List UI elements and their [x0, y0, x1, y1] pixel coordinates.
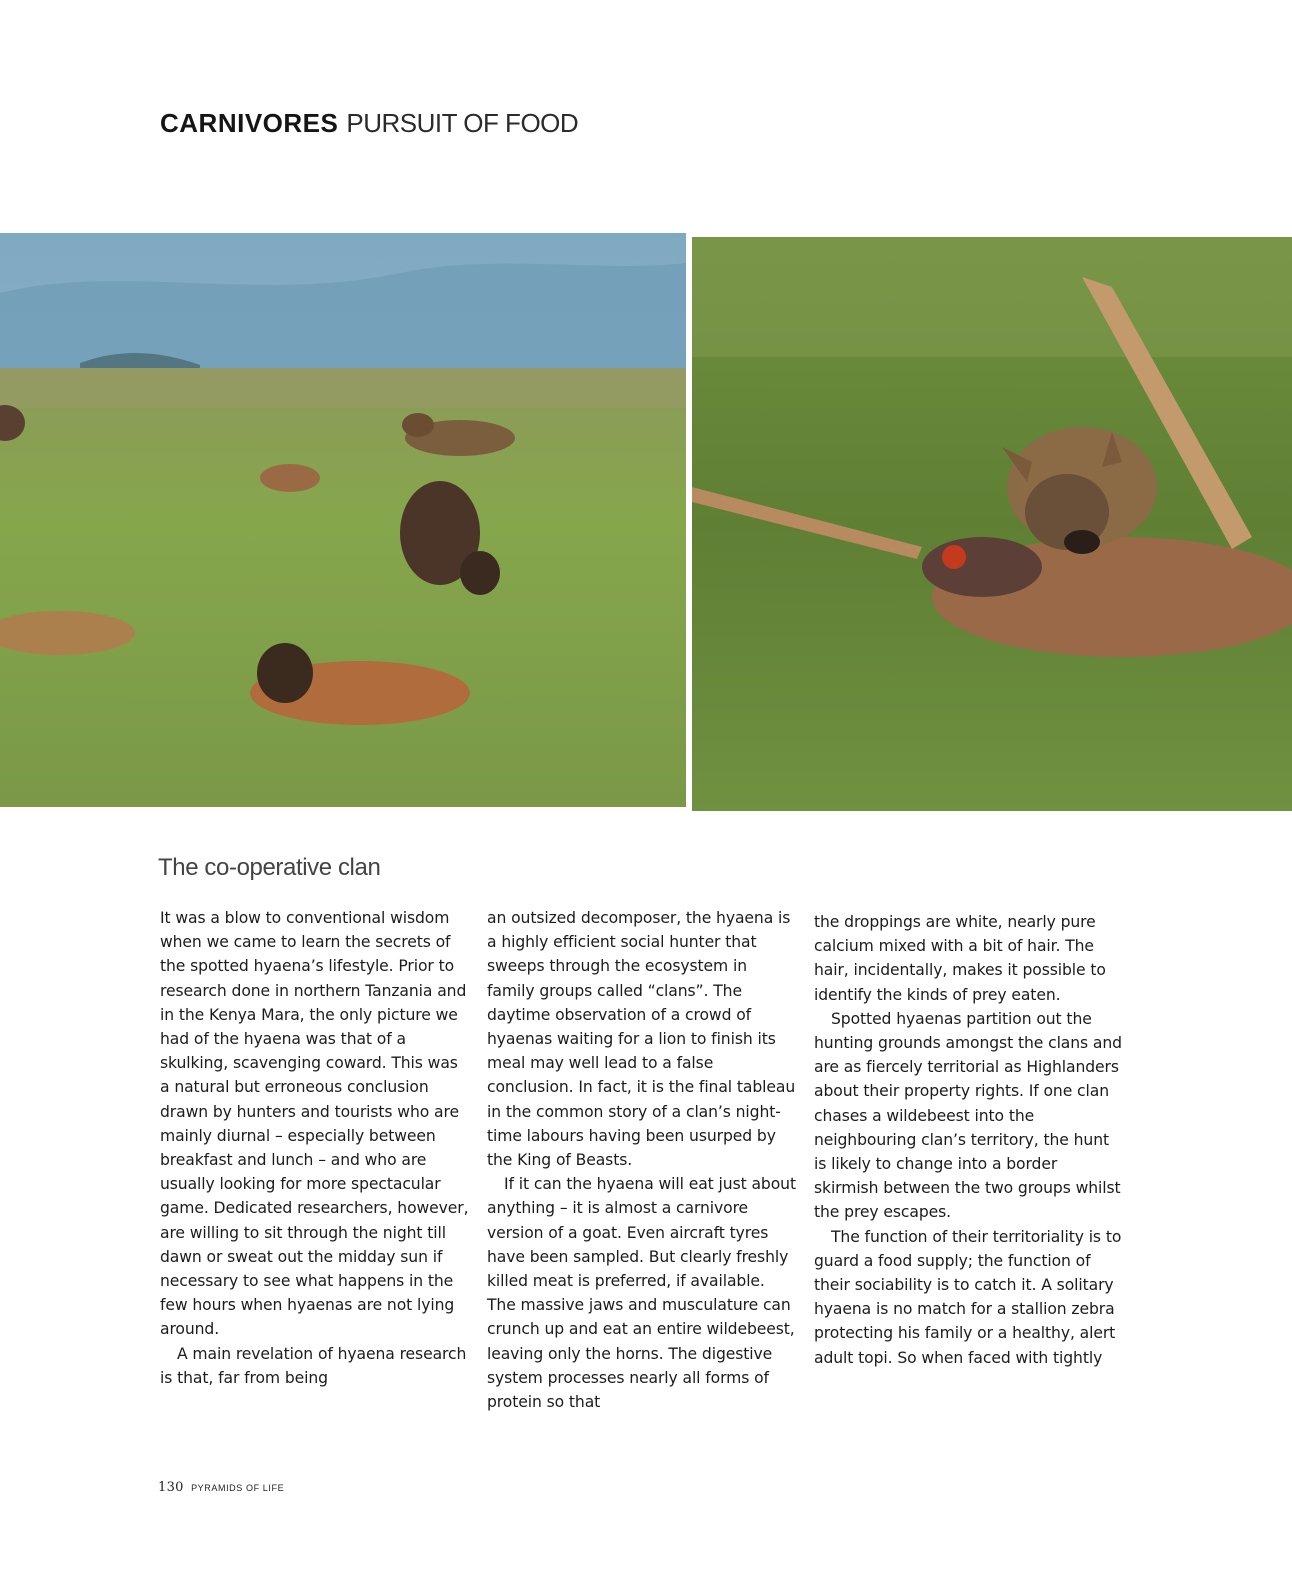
article-column-2	[487, 906, 797, 1414]
article-column-1	[160, 906, 470, 1390]
paragraph: It was a blow to conventional wisdom when we came to learn the secrets of the spotted hyaena’s lifestyle. Prior to research done in northern Tanzania and in the Kenya Mara, the only picture we had of the hyaena was that of a skulking, scavenging coward. This was a natural but erroneous conclusion drawn by hunters and tourists who are mainly diurnal – especially between breakfast and lunch – and who are usually looking for more spectacular game. Dedicated researchers, however, are willing to sit through the night till dawn or sweat out the midday sun if necessary to see what happens in the few hours when hyaenas are not lying around.	[160, 909, 469, 1339]
page-number: 130	[158, 1480, 184, 1495]
running-header	[160, 108, 578, 139]
paragraph: If it can the hyaena will eat just about anything – it is almost a carnivore version of a goat. Even aircraft tyres have been sampled. But clearly freshly killed meat is preferred, if available. The massive jaws and musculature can crunch up and eat an entire wildebeest, leaving only the horns. The digestive system processes nearly all forms of protein so that	[487, 1175, 796, 1412]
page-footer	[158, 1480, 284, 1495]
paragraph: Spotted hyaenas partition out the hunting grounds amongst the clans and are as fiercely territorial as Highlanders about their property rights. If one clan chases a wildebeest into the neighbouring clan’s territory, the hunt is likely to change into a border skirmish between the two groups whilst the prey escapes.	[814, 1009, 1122, 1222]
book-title: PYRAMIDS OF LIFE	[191, 1483, 285, 1493]
hyaena-feeding-on-prey-photo	[692, 237, 1292, 811]
section-title: CARNIVORES	[160, 108, 339, 138]
paragraph: an outsized decomposer, the hyaena is a highly efficient social hunter that sweeps through the ecosystem in family groups called “clans”. The daytime observation of a crowd of hyaenas waiting for a lion to finish its meal may well lead to a false conclusion. In fact, it is the final tableau in the common story of a clan’s night-time labours having been usurped by the King of Beasts.	[487, 909, 796, 1170]
article-subhead: The co-operative clan	[158, 854, 381, 881]
article-column-3	[814, 910, 1124, 1370]
hyaenas-and-antelope-grassland-photo	[0, 233, 686, 807]
section-topic: PURSUIT OF FOOD	[346, 108, 579, 138]
paragraph: the droppings are white, nearly pure calcium mixed with a bit of hair. The hair, incidentally, makes it possible to identify the kinds of prey eaten.	[814, 913, 1106, 1004]
paragraph: A main revelation of hyaena research is that, far from being	[160, 1344, 467, 1387]
paragraph: The function of their territoriality is to guard a food supply; the function of their sociability is to catch it. A solitary hyaena is no match for a stallion zebra protecting his family or a healthy, alert adult topi. So when faced with tightly	[814, 1227, 1122, 1367]
